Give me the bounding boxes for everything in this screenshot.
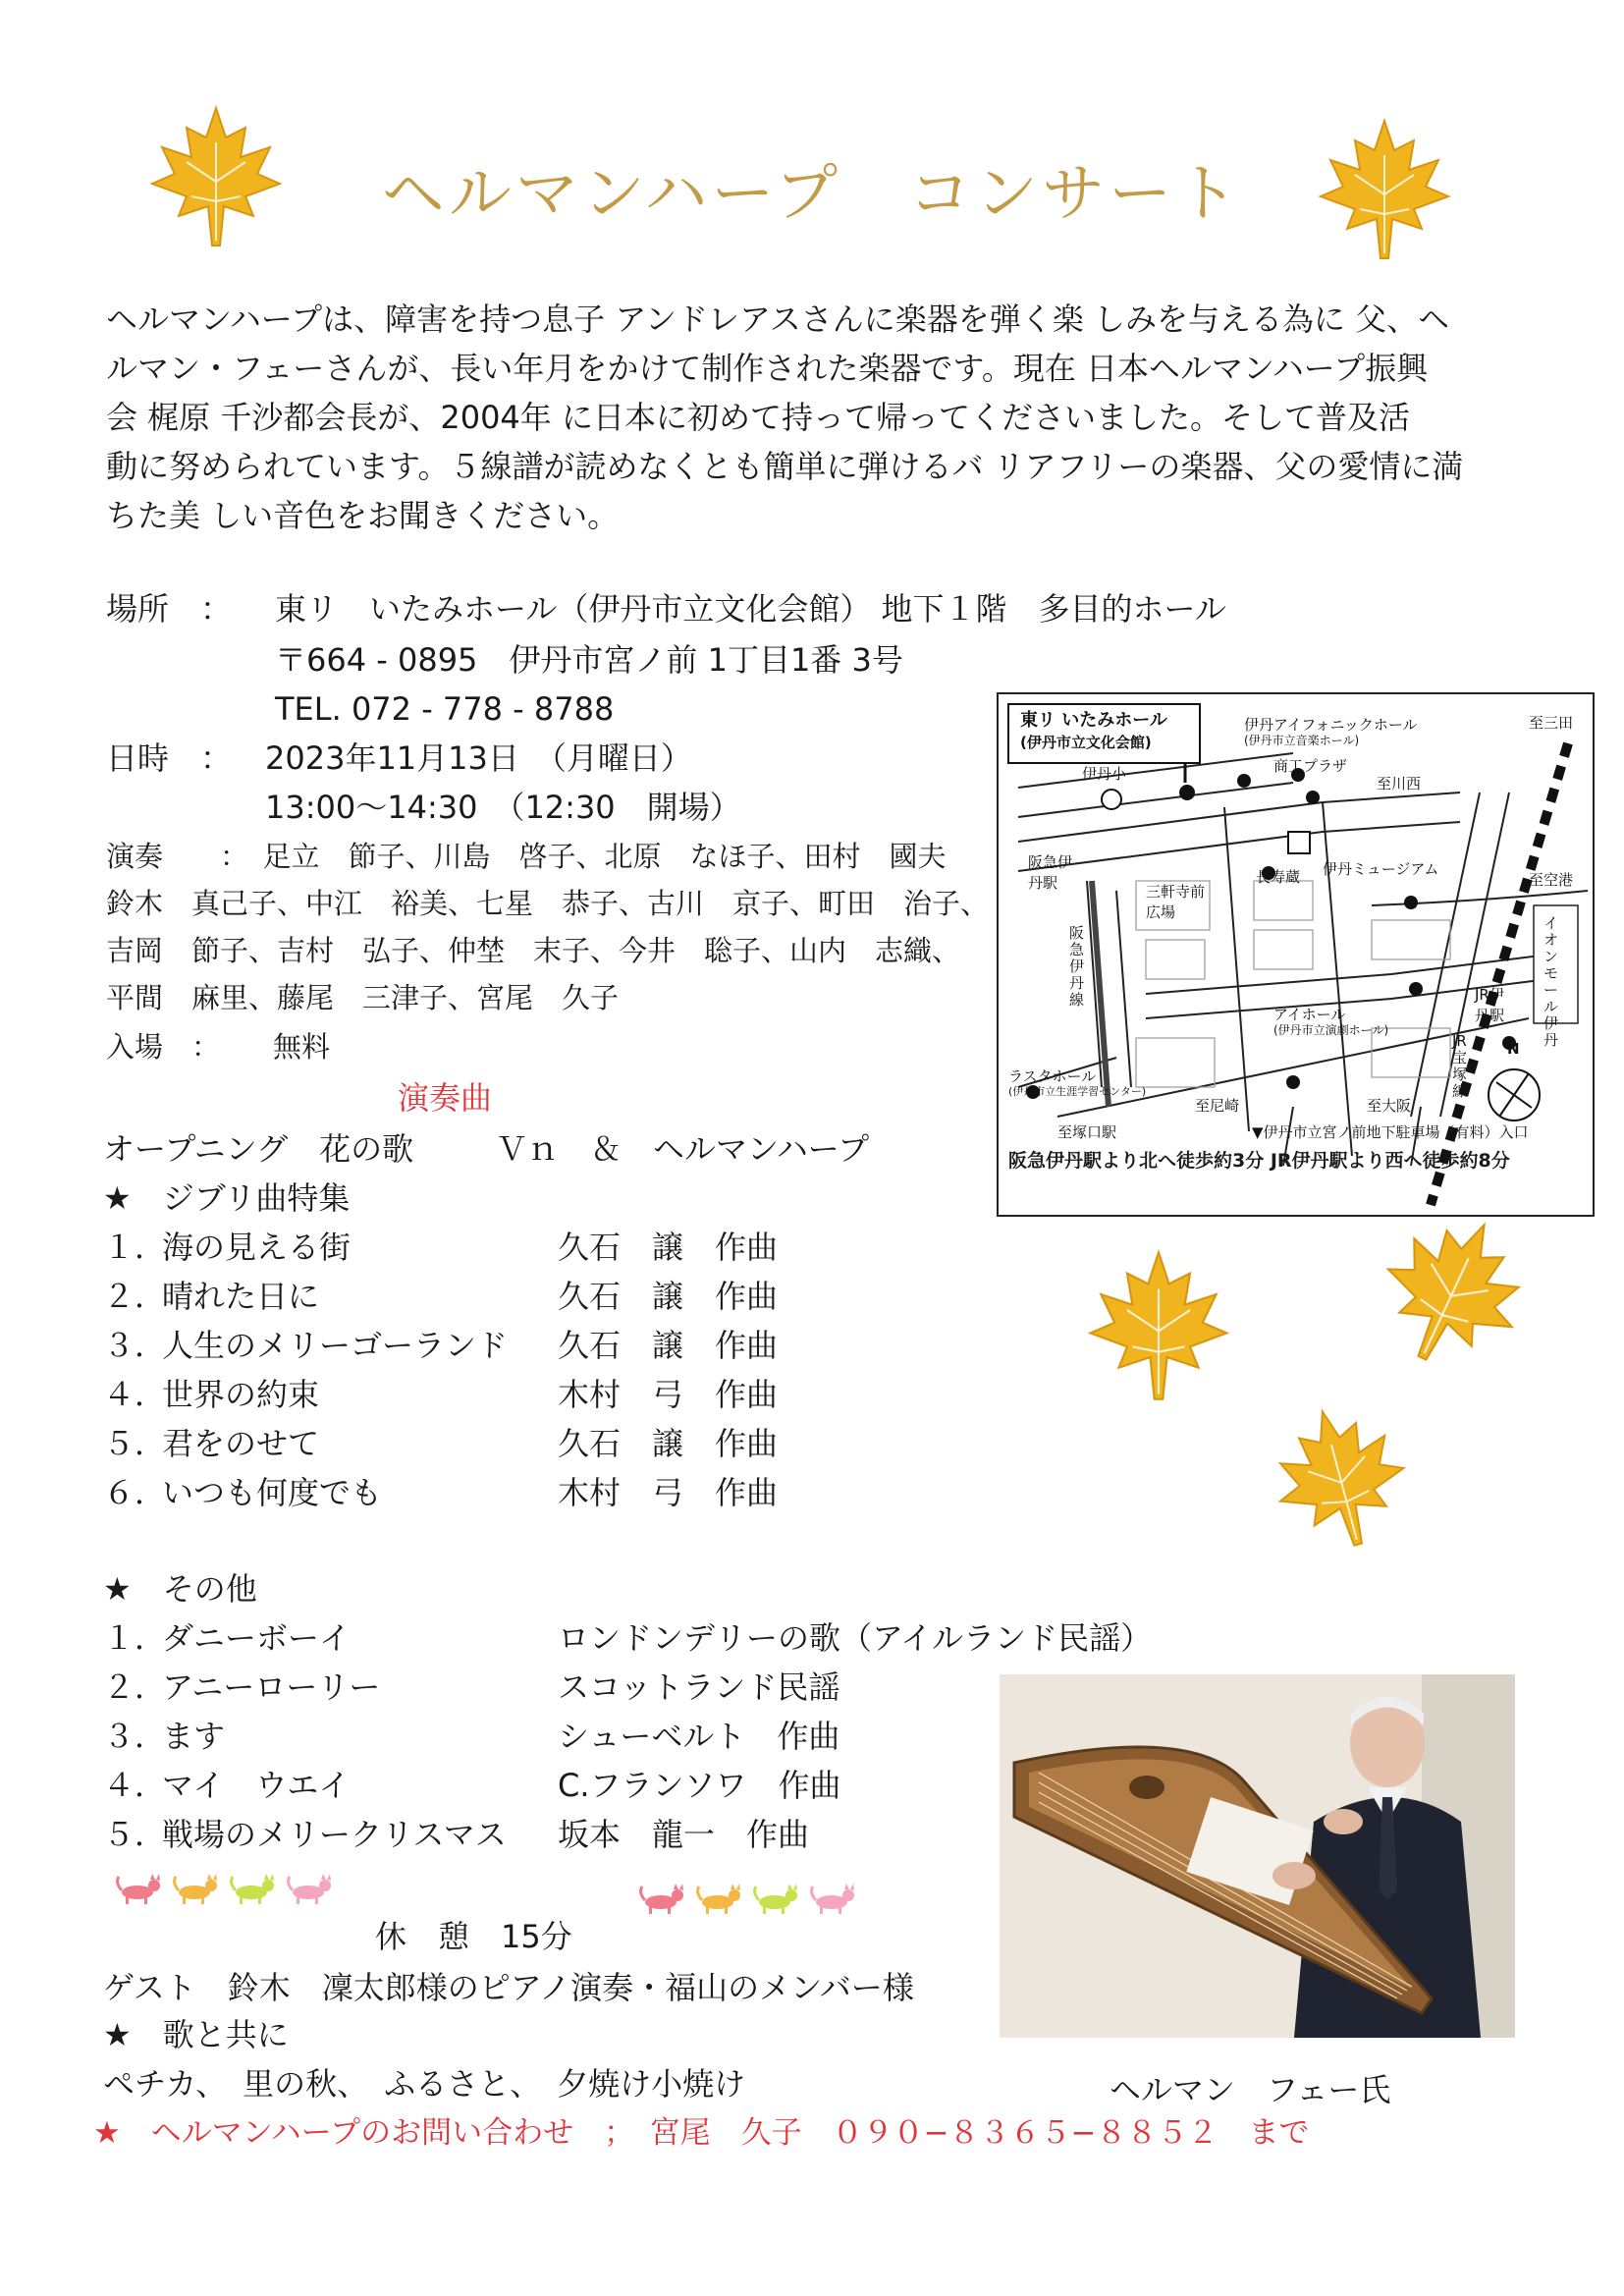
map-label-museum: 伊丹ミュージアム (1323, 860, 1439, 878)
list-item-title: ダニーボーイ (162, 1619, 352, 1657)
list-item-title: 人生のメリーゴーランド (162, 1327, 509, 1364)
map-label-parking: ▼伊丹市立宮ノ前地下駐車場（有料）入口 (1252, 1123, 1529, 1141)
map-label-ai-hall-sub: (伊丹市立演劇ホール) (1273, 1023, 1389, 1037)
list-item-number: １． (103, 1619, 167, 1657)
maple-leaf-icon (1255, 1389, 1426, 1566)
map-label-to-airport: 至空港 (1529, 871, 1574, 889)
map-label-hankyu-line: 阪急伊丹線 (1069, 924, 1085, 1009)
performers-line: 吉岡 節子、吉村 弘子、仲埜 末子、今井 聡子、山内 志織、 (106, 934, 961, 967)
list-item-number: ６． (103, 1474, 167, 1511)
list-item-composer: 木村 弓 作曲 (558, 1474, 779, 1511)
map-label-to-amagasaki: 至尼崎 (1195, 1097, 1240, 1115)
ghibli-heading: ★ ジブリ曲特集 (103, 1179, 351, 1217)
list-item-composer: C.フランソワ 作曲 (558, 1767, 841, 1804)
map-footer: 阪急伊丹駅より北へ徒歩約3分 JR伊丹駅より西へ徒歩約8分 (1008, 1150, 1510, 1172)
map-label-aiphonic-sub: (伊丹市立音楽ホール) (1244, 734, 1360, 747)
cat-row-right-icon (631, 1881, 867, 1916)
page-title: ヘルマンハープ コンサート (381, 158, 1243, 231)
intermission: 休 憩 15分 (375, 1918, 572, 1955)
list-item-number: ４． (103, 1767, 167, 1804)
map-label-itami-sho: 伊丹小 (1082, 765, 1127, 783)
tel: TEL. 072 - 778 - 8788 (275, 690, 615, 728)
list-item-composer: 坂本 龍一 作曲 (558, 1816, 810, 1853)
contact-line: ★ ヘルマンハープのお問い合わせ ； 宮尾 久子 ０９０−８３６５−８８５２ まで (93, 2115, 1310, 2151)
list-item-number: ３． (103, 1327, 167, 1364)
admission-value: 無料 (273, 1030, 331, 1064)
map-label-to-tsukaguchi: 至塚口駅 (1057, 1123, 1117, 1141)
admission-label: 入場 ： (106, 1030, 221, 1064)
photo-caption: ヘルマン フェー氏 (1110, 2071, 1391, 2108)
opening-performers: Ｖｎ ＆ ヘルマンハープ (496, 1130, 870, 1168)
list-item-title: 戦場のメリークリスマス (162, 1816, 507, 1853)
list-item-composer: ロンドンデリーの歌（アイルランド民謡） (558, 1619, 1153, 1657)
list-item-composer: スコットランド民謡 (558, 1668, 840, 1706)
place-value: 東リ いたみホール（伊丹市立文化会館） 地下１階 多目的ホール (275, 590, 1226, 628)
map-label-shoko-plaza: 商工プラザ (1273, 757, 1348, 775)
list-item-composer: 久石 譲 作曲 (558, 1425, 779, 1462)
list-item-composer: シューベルト 作曲 (558, 1718, 840, 1755)
map-venue-sub: (伊丹市立文化会館) (1020, 734, 1152, 751)
list-item-number: ４． (103, 1376, 167, 1413)
performers-line: 鈴木 真己子、中江 裕美、七星 恭子、古川 京子、町田 治子、 (106, 887, 990, 920)
map-label-aiphonic: 伊丹アイフォニックホール (1244, 716, 1418, 734)
photo-hermann-fey (1000, 1674, 1515, 2038)
map-label-rasta-sub: (伊丹市立生涯学習センター) (1008, 1085, 1147, 1098)
place-label: 場所 ： (106, 590, 233, 628)
list-item-title: ます (162, 1718, 226, 1755)
time-value: 13:00〜14:30 （12:30 開場） (265, 789, 741, 826)
maple-leaf-icon (1353, 1189, 1553, 1394)
list-item-title: アニーローリー (162, 1668, 381, 1706)
map-label-jr-line: JR宝塚線 (1452, 1032, 1468, 1100)
list-item-composer: 久石 譲 作曲 (558, 1278, 779, 1315)
list-item-number: ２． (103, 1668, 167, 1706)
list-item-composer: 久石 譲 作曲 (558, 1229, 779, 1266)
intro-line: ルマン・フェーさんが、長い年月をかけて制作された楽器です。現在 日本ヘルマンハープ振興 (106, 350, 1429, 387)
intro-line: 動に努められています。５線譜が読めなくとも簡単に弾けるバ リアフリーの楽器、父の愛情に満 (106, 448, 1464, 485)
performers-line: 平間 麻里、藤尾 三津子、宮尾 久子 (106, 981, 620, 1014)
list-item-number: ２． (103, 1278, 167, 1315)
list-item-number: ３． (103, 1718, 167, 1755)
intro-line: 会 梶原 千沙都会長が、2004年 に日本に初めて持って帰ってくださいました。そして普及活 (106, 399, 1410, 436)
guest-line: ゲスト 鈴木 凜太郎様のピアノ演奏・福山のメンバー様 (103, 1969, 914, 2006)
map-label-aeon: イオンモール伊丹 (1543, 914, 1559, 1049)
intro-line: ヘルマンハープは、障害を持つ息子 アンドレアスさんに楽器を弾く楽 しみを与える為に 父、ヘ (106, 301, 1450, 338)
date-label: 日時 ： (106, 739, 233, 777)
opening-title: オープニング 花の歌 (103, 1130, 414, 1168)
others-heading: ★ その他 (103, 1570, 257, 1608)
list-item-number: ５． (103, 1816, 167, 1853)
venue-map (997, 692, 1595, 1217)
intro-line: ちた美 しい音色をお聞きください。 (106, 497, 620, 534)
list-item-number: １． (103, 1229, 167, 1266)
map-label-to-kawanishi: 至川西 (1377, 775, 1422, 793)
list-item-composer: 久石 譲 作曲 (558, 1327, 779, 1364)
list-item-title: 晴れた日に (162, 1278, 320, 1315)
sing-heading: ★ 歌と共に (103, 2016, 289, 2053)
map-label-jr-station: JR伊丹駅 (1475, 986, 1505, 1024)
map-label-north: N (1507, 1040, 1520, 1058)
list-item-title: 君をのせて (162, 1425, 320, 1462)
performers-line: 演奏 ： 足立 節子、川島 啓子、北原 なほ子、田村 國夫 (106, 840, 947, 873)
list-item-title: マイ ウエイ (162, 1767, 351, 1804)
map-label-ai-hall: アイホール (1273, 1006, 1346, 1023)
list-item-title: 世界の約束 (162, 1376, 320, 1413)
map-label-sangenji: 三軒寺前広場 (1146, 883, 1206, 921)
list-item-number: ５． (103, 1425, 167, 1462)
cat-row-left-icon (113, 1871, 339, 1906)
map-label-hankyu-itami: 阪急伊丹駅 (1028, 853, 1073, 892)
map-label-rasta: ラスタホール (1008, 1067, 1097, 1085)
list-item-composer: 木村 弓 作曲 (558, 1376, 779, 1413)
map-label-to-osaka: 至大阪 (1367, 1097, 1412, 1115)
intro-paragraph (106, 295, 1540, 540)
list-item-title: いつも何度でも (162, 1474, 383, 1511)
map-label-chojugura: 長寿蔵 (1256, 868, 1301, 886)
program-heading: 演奏曲 (398, 1079, 493, 1117)
date-value: 2023年11月13日 （月曜日） (265, 739, 692, 777)
map-label-to-sanda: 至三田 (1529, 714, 1574, 732)
map-venue-title: 東リ いたみホール (1020, 710, 1167, 731)
address: 〒664 - 0895 伊丹市宮ノ前 1丁目1番 3号 (275, 641, 903, 679)
list-item-title: 海の見える街 (162, 1229, 352, 1266)
maple-leaf-icon (1085, 1247, 1232, 1404)
song-list: ペチカ、 里の秋、 ふるさと、 夕焼け小焼け (103, 2065, 746, 2103)
